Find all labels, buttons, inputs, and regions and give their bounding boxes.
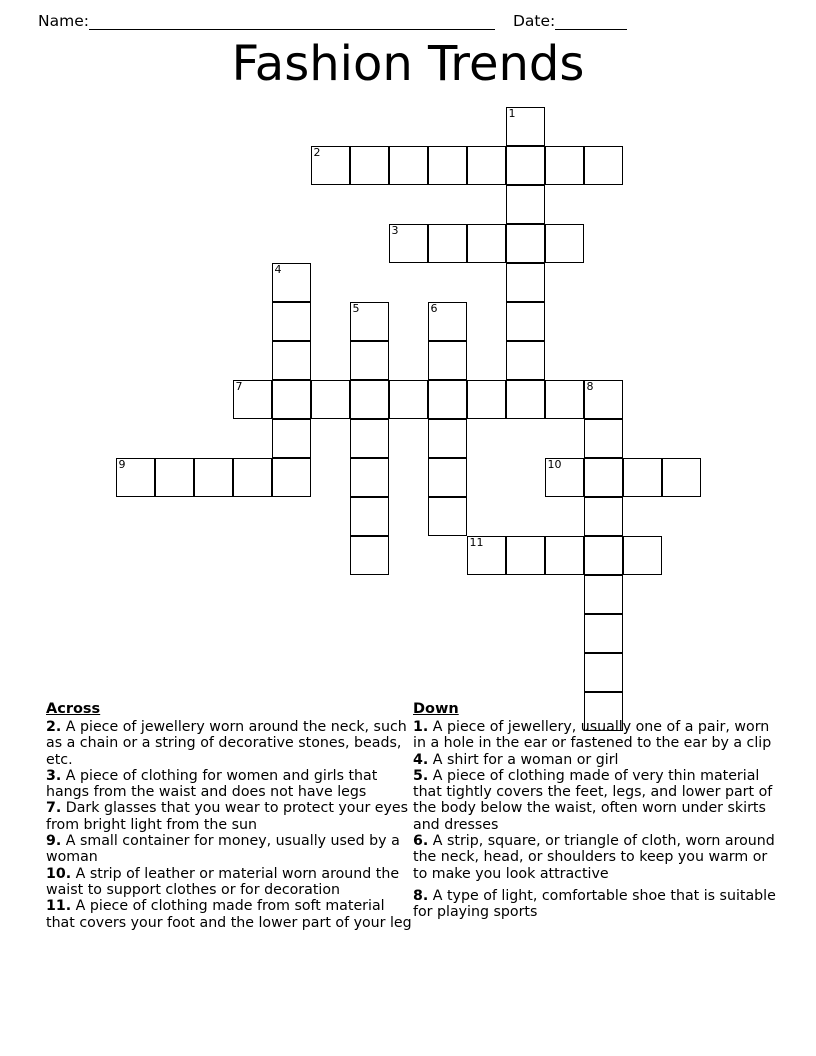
grid-cell[interactable]	[233, 380, 272, 419]
grid-cell[interactable]	[623, 536, 662, 575]
grid-cell[interactable]	[350, 419, 389, 458]
grid-cell[interactable]	[467, 380, 506, 419]
across-heading: Across	[46, 701, 101, 717]
grid-cell[interactable]	[545, 146, 584, 185]
grid-cell[interactable]	[272, 263, 311, 302]
grid-cell[interactable]	[428, 146, 467, 185]
cell-number: 6	[430, 302, 438, 315]
clue-text: A strip, square, or triangle of cloth, worn around the neck, head, or shoulders to keep you warm or to make you look attractive	[413, 833, 775, 882]
grid-cell[interactable]	[272, 458, 311, 497]
clue-text: A piece of clothing for women and girls that hangs from the waist and does not have legs	[46, 767, 378, 801]
clue-number: 8.	[413, 887, 429, 904]
grid-cell[interactable]	[272, 419, 311, 458]
grid-cell[interactable]	[662, 458, 701, 497]
clue-item	[46, 800, 417, 833]
grid-cell[interactable]	[389, 380, 428, 419]
grid-cell[interactable]	[506, 224, 545, 263]
grid-cell[interactable]	[272, 380, 311, 419]
clue-number: 6.	[413, 833, 429, 850]
grid-cell[interactable]	[194, 458, 233, 497]
clue-item	[46, 866, 417, 899]
cell-number: 4	[274, 263, 282, 276]
grid-cell[interactable]	[506, 185, 545, 224]
grid-cell[interactable]	[584, 380, 623, 419]
grid-cell[interactable]	[545, 224, 584, 263]
grid-cell[interactable]	[428, 302, 467, 341]
clue-item	[46, 768, 417, 801]
date-label: Date:	[512, 12, 556, 30]
cell-number: 9	[118, 458, 126, 471]
grid-cell[interactable]	[350, 341, 389, 380]
grid-cell[interactable]	[428, 458, 467, 497]
grid-cell[interactable]	[428, 224, 467, 263]
grid-cell[interactable]	[428, 419, 467, 458]
grid-cell[interactable]	[506, 263, 545, 302]
clue-text: A strip of leather or material worn around the waist to support clothes or for decoration	[46, 865, 400, 898]
clue-number: 10.	[46, 865, 72, 882]
clue-text: A piece of clothing made from soft material that covers your foot and the lower part of your leg	[46, 898, 412, 931]
grid-cell[interactable]	[233, 458, 272, 497]
cell-number: 3	[391, 224, 399, 237]
grid-cell[interactable]	[584, 536, 623, 575]
grid-cell[interactable]	[506, 107, 545, 146]
clue-text: A small container for money, usually used by a woman	[46, 833, 400, 866]
grid-cell[interactable]	[506, 302, 545, 341]
grid-cell[interactable]	[155, 458, 194, 497]
clues-section	[0, 700, 816, 931]
clue-item	[46, 833, 417, 866]
clue-text: A piece of clothing made of very thin material that tightly covers the feet, legs, and lower part of the body below the waist, often worn under skirts and dresses	[413, 767, 773, 833]
clue-item	[46, 719, 417, 768]
grid-cell[interactable]	[350, 536, 389, 575]
clue-item	[413, 833, 784, 882]
grid-cell[interactable]	[545, 458, 584, 497]
name-label: Name:	[38, 12, 89, 30]
grid-cell[interactable]	[623, 458, 662, 497]
grid-cell[interactable]	[506, 536, 545, 575]
grid-cell[interactable]	[350, 458, 389, 497]
grid-cell[interactable]	[389, 146, 428, 185]
down-clues-column	[413, 700, 784, 931]
grid-cell[interactable]	[311, 146, 350, 185]
grid-cell[interactable]	[467, 224, 506, 263]
grid-cell[interactable]	[389, 224, 428, 263]
clue-text: A piece of jewellery, usually one of a pair, worn in a hole in the ear or fastened to the ear by a clip	[413, 719, 772, 752]
grid-cell[interactable]	[506, 341, 545, 380]
down-heading: Down	[413, 701, 459, 717]
grid-cell[interactable]	[584, 575, 623, 614]
grid-cell[interactable]	[428, 380, 467, 419]
grid-cell[interactable]	[116, 458, 155, 497]
clue-item	[413, 768, 784, 833]
cell-number: 5	[352, 302, 360, 315]
grid-cell[interactable]	[584, 497, 623, 536]
cell-number: 1	[508, 107, 516, 120]
grid-cell[interactable]	[428, 341, 467, 380]
across-clues-column	[46, 700, 417, 931]
clue-number: 3.	[46, 767, 62, 784]
clue-number: 1.	[413, 719, 429, 735]
grid-cell[interactable]	[350, 302, 389, 341]
cell-number: 11	[469, 536, 484, 549]
grid-cell[interactable]	[467, 146, 506, 185]
cell-number: 7	[235, 380, 243, 393]
cell-number: 10	[547, 458, 562, 471]
clue-number: 4.	[413, 751, 429, 768]
grid-cell[interactable]	[428, 497, 467, 536]
grid-cell[interactable]	[584, 419, 623, 458]
clue-text: A piece of jewellery worn around the neck, such as a chain or a string of decorative stones, beads, etc.	[46, 719, 407, 768]
clue-item	[413, 888, 784, 921]
clue-item	[46, 898, 417, 931]
grid-cell[interactable]	[545, 380, 584, 419]
cell-number: 2	[313, 146, 321, 159]
grid-cell[interactable]	[584, 458, 623, 497]
clue-text: A shirt for a woman or girl	[428, 751, 619, 768]
clue-number: 7.	[46, 800, 62, 817]
grid-cell[interactable]	[350, 146, 389, 185]
clue-text: A type of light, comfortable shoe that is suitable for playing sports	[413, 887, 776, 921]
clue-item	[413, 752, 784, 768]
clue-number: 2.	[46, 719, 62, 735]
cell-number: 8	[586, 380, 594, 393]
clue-number: 11.	[46, 898, 72, 915]
clue-text: Dark glasses that you wear to protect your eyes from bright light from the sun	[46, 800, 409, 833]
grid-cell[interactable]	[350, 497, 389, 536]
grid-cell[interactable]	[506, 146, 545, 185]
grid-cell[interactable]	[311, 380, 350, 419]
grid-cell[interactable]	[272, 302, 311, 341]
grid-cell[interactable]	[584, 653, 623, 692]
grid-cell[interactable]	[584, 614, 623, 653]
clue-item	[413, 719, 784, 752]
grid-cell[interactable]	[584, 146, 623, 185]
clue-number: 9.	[46, 833, 62, 850]
grid-cell[interactable]	[545, 536, 584, 575]
grid-cell[interactable]	[506, 380, 545, 419]
grid-cell[interactable]	[350, 380, 389, 419]
page-title: Fashion Trends	[231, 36, 585, 92]
clue-number: 5.	[413, 767, 429, 784]
grid-cell[interactable]	[467, 536, 506, 575]
grid-cell[interactable]	[272, 341, 311, 380]
